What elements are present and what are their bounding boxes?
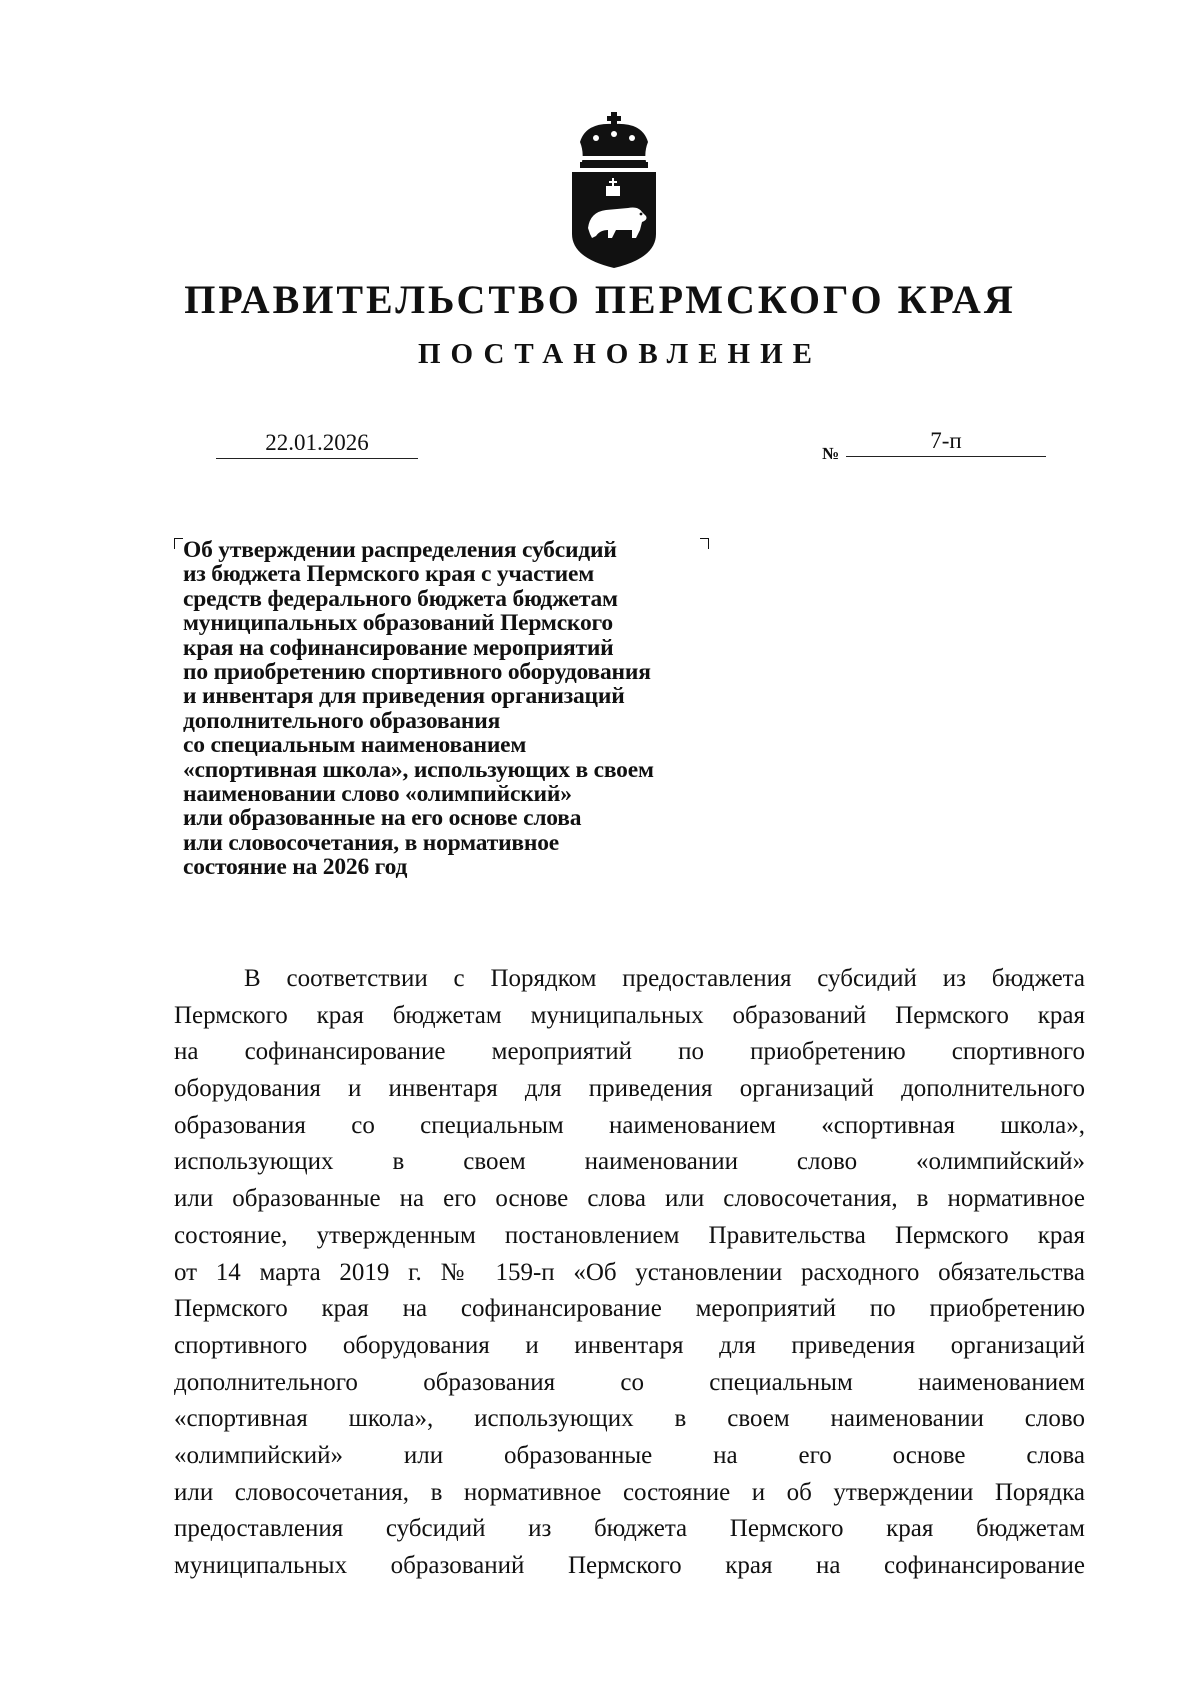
body-line: В соответствии с Порядком предоставления субсидий из бюджета [244, 965, 1085, 992]
body-line: оборудования и инвентаря для приведения организаций дополнительного [174, 1075, 1085, 1103]
body-line: состояние, утвержденным постановлением Правительства Пермского края [174, 1221, 1085, 1249]
body-line: «спортивная школа», использующих в своем наименовании слово [174, 1405, 1085, 1433]
heading-line: со специальным наименованием [183, 732, 527, 759]
body-line: образования со специальным наименованием «спортивная школа», [174, 1111, 1085, 1139]
body-line: предоставления субсидий из бюджета Пермского края бюджетам [174, 1515, 1085, 1543]
body-line: на софинансирование мероприятий по приобретению спортивного [174, 1038, 1085, 1066]
heading-line: края на софинансирование мероприятий [183, 634, 614, 661]
heading-line: «спортивная школа», использующих в своем [183, 756, 654, 783]
heading-line: из бюджета Пермского края с участием [183, 561, 595, 588]
body-line: муниципальных образований Пермского края на софинансирование [174, 1552, 1085, 1579]
body-line: или образованные на его основе слова или словосочетания, в нормативное [174, 1185, 1085, 1213]
heading-bracket-left [174, 538, 183, 549]
body-line: спортивного оборудования и инвентаря для приведения организаций [174, 1331, 1085, 1359]
perm-krai-coat-of-arms-icon [566, 112, 662, 270]
heading-line: дополнительного образования [183, 707, 501, 734]
heading-line: муниципальных образований Пермского [183, 610, 613, 637]
heading-line: по приобретению спортивного оборудования [183, 659, 651, 686]
document-type-title: ПОСТАНОВЛЕНИЕ [417, 338, 822, 370]
document-heading [183, 538, 783, 880]
heading-line: средств федерального бюджета бюджетам [183, 585, 618, 612]
document-number: 7-п [846, 426, 1046, 457]
heading-line: состояние на 2026 год [183, 854, 408, 881]
body-line: использующих в своем наименовании слово «олимпийский» [174, 1148, 1085, 1176]
government-title: ПРАВИТЕЛЬСТВО ПЕРМСКОГО КРАЯ [184, 277, 1016, 322]
heading-line: или образованные на его основе слова [183, 805, 582, 832]
body-line: Пермского края бюджетам муниципальных образований Пермского края [174, 1001, 1085, 1029]
body-line: Пермского края на софинансирование мероприятий по приобретению [174, 1295, 1085, 1323]
body-line: от 14 марта 2019 г. № 159-п «Об установлении расходного обязательства [174, 1258, 1085, 1286]
body-line: дополнительного образования со специальным наименованием [174, 1368, 1085, 1396]
body-paragraph [174, 961, 1085, 1585]
body-line: или словосочетания, в нормативное состояние и об утверждении Порядка [174, 1478, 1085, 1506]
heading-line: Об утверждении распределения субсидий [183, 537, 617, 563]
body-line: «олимпийский» или образованные на его основе слова [174, 1441, 1085, 1469]
heading-line: наименовании слово «олимпийский» [183, 781, 572, 808]
document-date: 22.01.2026 [216, 428, 418, 459]
number-sign-label: № [822, 444, 840, 463]
heading-line: или словосочетания, в нормативное [183, 829, 560, 856]
heading-line: и инвентаря для приведения организаций [183, 683, 625, 710]
